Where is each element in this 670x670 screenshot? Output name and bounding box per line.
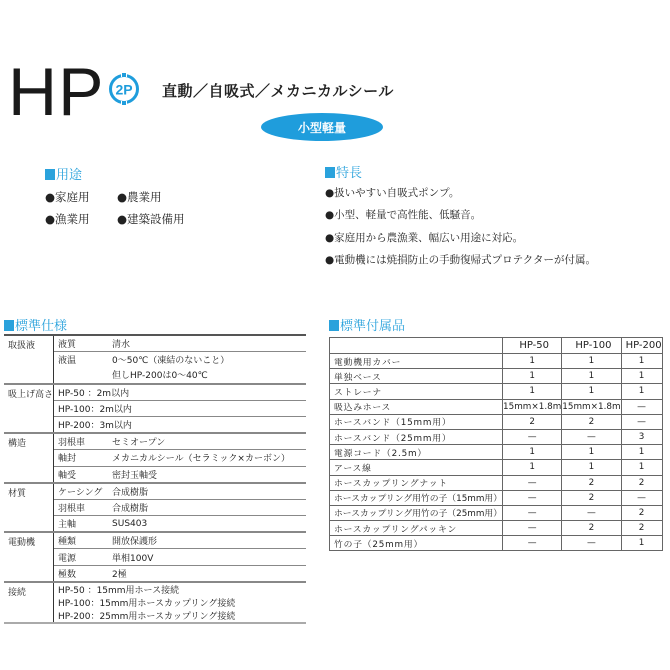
column-header: HP-200: [621, 338, 662, 354]
accessory-name: アース線: [330, 460, 503, 475]
spec-sub: HP-200：25mm用ホースカップリング接続: [54, 609, 306, 623]
spec-value: 2極: [108, 565, 306, 582]
spec-value: メカニカルシール（セラミック×カーボン）: [108, 450, 306, 466]
qty-cell: 1: [562, 369, 621, 384]
qty-cell: —: [562, 505, 621, 520]
qty-cell: 1: [503, 354, 562, 369]
accessory-name: 竹の子（25mm用）: [330, 536, 503, 551]
model-title: HP: [8, 54, 105, 130]
spec-value: 開放保護形: [108, 532, 306, 549]
spec-value: 清水: [108, 335, 306, 352]
spec-value: 合成樹脂: [108, 499, 306, 515]
subtitle: 直動／自吸式／メカニカルシール: [162, 82, 394, 100]
qty-cell: —: [621, 490, 662, 505]
accessory-row: [330, 505, 663, 520]
pill-label: 小型軽量: [297, 120, 346, 135]
qty-cell: —: [503, 429, 562, 444]
spec-sub: HP-50 ：2m以内: [54, 384, 306, 401]
accessory-name: 電源コード（2.5m）: [330, 445, 503, 460]
qty-cell: 1: [621, 369, 662, 384]
spec-heading-label: 標準仕様: [15, 319, 68, 334]
qty-cell: 1: [621, 445, 662, 460]
qty-cell: 1: [621, 536, 662, 551]
spec-sub: [54, 367, 109, 383]
qty-cell: 1: [621, 460, 662, 475]
accessory-row: [330, 399, 663, 414]
accessory-row: [330, 460, 663, 475]
accessories-table: [329, 337, 663, 551]
features-heading: [325, 162, 362, 181]
spec-sub: 極数: [54, 565, 109, 582]
feature-item: ●家庭用から農漁業、幅広い用途に対応。: [325, 231, 524, 244]
square-bullet-icon: [325, 167, 335, 178]
square-bullet-icon: [329, 320, 339, 331]
spec-value: 但しHP-200は0〜40℃: [112, 371, 208, 382]
accessory-name: ホースカップリング用竹の子（15mm用）: [330, 490, 503, 505]
spec-category: 電動機: [4, 532, 54, 582]
spec-row: [4, 433, 306, 450]
qty-cell: 1: [503, 384, 562, 399]
spec-sub: 軸封: [54, 450, 109, 466]
qty-cell: 2: [562, 414, 621, 429]
accessory-row: [330, 536, 663, 551]
spec-sub: HP-50 ：15mm用ホース接続: [54, 582, 306, 596]
qty-cell: 1: [621, 384, 662, 399]
qty-cell: 1: [562, 460, 621, 475]
usage-heading-label: 用途: [56, 168, 83, 183]
accessory-name: 吸込みホース: [330, 399, 503, 414]
qty-cell: —: [503, 536, 562, 551]
accessory-row: [330, 414, 663, 429]
spec-sub: 羽根車: [54, 499, 109, 515]
square-bullet-icon: [4, 320, 14, 331]
qty-cell: —: [503, 490, 562, 505]
qty-cell: —: [621, 399, 662, 414]
accessory-name: ホースバンド（15mm用）: [330, 414, 503, 429]
qty-cell: 15mm×1.8m: [562, 399, 621, 414]
spec-sub: ケーシング: [54, 483, 109, 500]
spec-value: 合成樹脂: [108, 483, 306, 500]
spec-row: [4, 532, 306, 549]
accessory-row: [330, 475, 663, 490]
qty-cell: 2: [562, 475, 621, 490]
accessory-row: [330, 521, 663, 536]
compact-lightweight-badge: [261, 113, 383, 141]
qty-cell: 2: [562, 490, 621, 505]
qty-cell: 2: [621, 521, 662, 536]
spec-category: 吸上げ高さ: [4, 384, 54, 434]
accessory-row: [330, 429, 663, 444]
qty-cell: 2: [621, 505, 662, 520]
square-bullet-icon: [45, 169, 55, 180]
qty-cell: 1: [503, 460, 562, 475]
usage-item: ●漁業用: [45, 212, 90, 226]
qty-cell: 1: [621, 354, 662, 369]
accessory-name: ホースカップリングパッキン: [330, 521, 503, 536]
spec-table: [4, 334, 306, 624]
accessory-row: [330, 384, 663, 399]
spec-value: 0〜50℃（凍結のないこと）: [108, 352, 306, 368]
accessories-heading-label: 標準付属品: [340, 319, 406, 334]
spec-sub: 種類: [54, 532, 109, 549]
accessory-name: 電動機用カバー: [330, 354, 503, 369]
qty-cell: 1: [503, 445, 562, 460]
feature-item: ●小型、軽量で高性能、低騒音。: [325, 209, 482, 222]
usage-item: ●農業用: [117, 190, 162, 204]
spec-heading: [4, 315, 67, 334]
accessory-row: [330, 369, 663, 384]
spec-sub: 主軸: [54, 516, 109, 533]
accessory-name: 単独ベース: [330, 369, 503, 384]
qty-cell: —: [562, 429, 621, 444]
qty-cell: 1: [562, 445, 621, 460]
features-heading-label: 特長: [336, 166, 363, 181]
usage-heading: [45, 164, 82, 183]
spec-category: 接続: [4, 582, 54, 623]
spec-category: 取扱液: [4, 335, 54, 384]
svg-text:2P: 2P: [115, 81, 133, 98]
feature-item: ●電動機には焼損防止の手動復帰式プロテクターが付属。: [325, 253, 597, 266]
column-header: [330, 338, 503, 354]
features-list: [325, 182, 596, 271]
accessories-heading: [329, 315, 405, 334]
qty-cell: —: [503, 475, 562, 490]
spec-value: SUS403: [108, 516, 306, 533]
spec-value: セミオープン: [108, 433, 306, 450]
spec-sub: 液温: [54, 352, 109, 368]
accessory-row: [330, 354, 663, 369]
accessory-row: [330, 490, 663, 505]
qty-cell: 1: [562, 384, 621, 399]
qty-cell: —: [621, 414, 662, 429]
accessory-name: ストレーナ: [330, 384, 503, 399]
qty-cell: —: [562, 536, 621, 551]
column-header: HP-100: [562, 338, 621, 354]
spec-sub: 液質: [54, 335, 109, 352]
accessory-name: ホースカップリング用竹の子（25mm用）: [330, 505, 503, 520]
spec-sub: HP-200：3m以内: [54, 416, 306, 433]
qty-cell: 3: [621, 429, 662, 444]
qty-cell: 15mm×1.8m: [503, 399, 562, 414]
spec-row: [4, 384, 306, 401]
spec-sub: 羽根車: [54, 433, 109, 450]
accessory-row: [330, 445, 663, 460]
spec-sub: HP-100：2m以内: [54, 400, 306, 416]
accessory-name: ホースバンド（25mm用）: [330, 429, 503, 444]
spec-sub: 電源: [54, 549, 109, 565]
usage-list: [45, 186, 189, 230]
spec-category: 構造: [4, 433, 54, 483]
spec-value: 単相100V: [108, 549, 306, 565]
spec-row: [4, 582, 306, 596]
2p-pole-icon: [108, 73, 140, 105]
qty-cell: 1: [503, 369, 562, 384]
usage-item: ●建築設備用: [117, 212, 185, 226]
spec-row: [4, 483, 306, 500]
spec-row: [4, 335, 306, 352]
qty-cell: 2: [503, 414, 562, 429]
spec-value: 密封玉軸受: [108, 466, 306, 483]
column-header: HP-50: [503, 338, 562, 354]
feature-item: ●扱いやすい自吸式ポンプ。: [325, 187, 460, 199]
usage-item: ●家庭用: [45, 190, 90, 204]
accessories-header-row: [330, 338, 663, 354]
qty-cell: 2: [621, 475, 662, 490]
qty-cell: 2: [562, 521, 621, 536]
spec-sub: 軸受: [54, 466, 109, 483]
qty-cell: —: [503, 505, 562, 520]
qty-cell: —: [503, 521, 562, 536]
accessory-name: ホースカップリングナット: [330, 475, 503, 490]
qty-cell: 1: [562, 354, 621, 369]
spec-category: 材質: [4, 483, 54, 533]
spec-sub: HP-100：15mm用ホースカップリング接続: [58, 598, 236, 609]
